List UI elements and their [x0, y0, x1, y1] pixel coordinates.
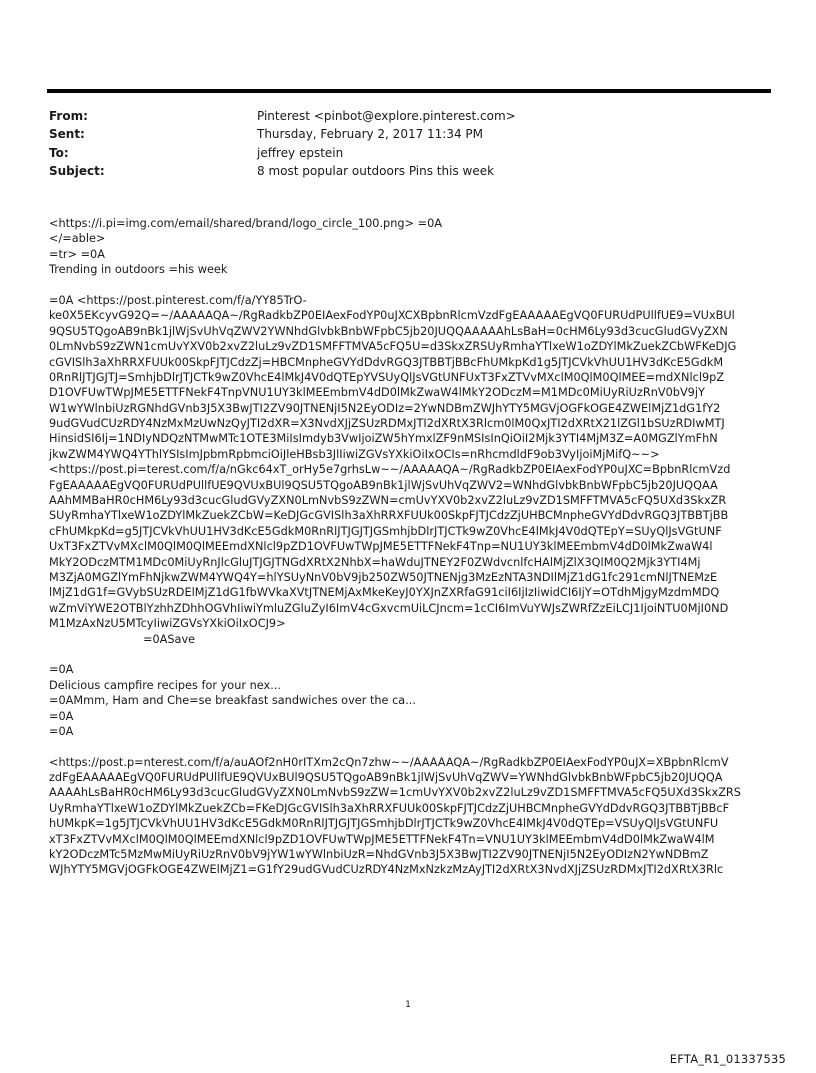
url-line: UxT3FxZTVvMXclM0QlM0QlMEEmdXNlcl9pZD1OVFUwTWpJME5ETTFNekF4Tnp=NU1UY3klMEEmbmV4dD0lMkZwaW4l — [49, 540, 713, 554]
url-block-1 — [49, 293, 771, 632]
url-line: kY2ODczMTc5MzMwMiUyRiUzRnV0bV9jYW1wYWlnbiUzR=NhdGVnb3J5X3BwJTI2ZV90JTNENjI5N2EyODIzN2YwNDBmZ — [49, 848, 709, 862]
from-label: From: — [49, 109, 88, 123]
url-line: 0RnRlJTJGJTJ=SmhjbDlrJTJCTk9wZ0VhcE4lMkJ4V0dQTEpYVSUyQlJsVGtUNFUxT3FxZTVvMXclM0QlM0QlMEE=mdXNlcl9pZ — [49, 370, 725, 384]
url-line: 9udGVudCUzRDY4NzMxMzUwNzQyJTI2dXR=X3NvdXJjZSUzRDMxJTI2dXRtX3Rlcm0lM0QxJTI2dXRtX21lZGl1bSUzRDIwMTJ — [49, 417, 725, 431]
save-line: =0ASave — [143, 632, 196, 646]
url-line: WJhYTY5MGVjOGFkOGE4ZWElMjZ1=G1fY29udGVudCUzRDY4NzMxNzkzMzAyJTI2dXRtX3NvdXJjZSUzRDMxJTI2dXRtX3Rlc — [49, 863, 724, 877]
url-line: xT3FxZTVvMXclM0QlM0QlMEEmdXNlcl9pZD1OVFUwTWpJME5ETTFNekF4Tn=VNU1UY3klMEEmbmV4dD0lMkZwaW4lM — [49, 832, 715, 846]
body-line: =0A — [49, 663, 74, 677]
body-line: =0AMmm, Ham and Che=se breakfast sandwiches over the ca... — [49, 694, 416, 708]
url-line: 0LmNvbS9zZWN1cmUvYXV0b2xvZ2luLz9vZD1SMFFTMVA5cFQ5U=d3SkxZRSUyRmhaYTlxeW1oZDYlMkZuekZCbWFKeDJG — [49, 340, 737, 354]
url-block-2 — [49, 755, 771, 878]
body-line: <https://i.pi=img.com/email/shared/brand/logo_circle_100.png> =0A — [49, 217, 442, 230]
blank-line — [49, 739, 771, 754]
url-line: M1MzAxNzU5MTcyIiwiZGVsYXkiOiIxOCJ9> — [49, 617, 286, 631]
url-line: UyRmhaYTlxeW1oZDYlMkZuekZCb=FKeDJGcGVISlh3aXhRRXFUUk00SkpFJTJCdzZjUHBCMnpheGVYdDdvRGQ3JTBBTjBBcF — [49, 801, 730, 815]
url-line: MkY2ODczMTM1MDc0MiUyRnJlcGluJTJGJTNGdXRtX2NhbX=haWduJTNEY2F0ZWdvcnlfcHAlMjZlX3QlM0Q2Mjk3YTI4Mj — [49, 555, 701, 569]
url-line: D1OVFUwTWpJME5ETTFNekF4TnpVNU1UY3klMEEmbmV4dD0lMkZwaW4lMkY2ODczM=M1MDc0MiUyRiUzRnV0bV9jY — [49, 386, 705, 400]
body-line: =0A — [49, 724, 74, 738]
url-line: =0A <https://post.pinterest.com/f/a/YY85TrO- — [49, 293, 307, 307]
blank-line — [49, 278, 771, 293]
url-line: lMjZ1dG1f=GVybSUzRDElMjZ1dG1fbWVkaXVtJTNEMjAxMkeKeyJ0YXJnZXRfaG91ciI6IjIzIiwidCI6IjY=OTdhMjgyMzdmMDQ — [49, 586, 720, 600]
from-value: Pinterest <pinbot@explore.pinterest.com> — [257, 109, 516, 123]
document-id: EFTA_R1_01337535 — [669, 1052, 786, 1066]
body-line: =0A — [49, 709, 74, 723]
url-line: W1wYWlnbiUzRGNhdGVnb3J5X3BwJTI2ZV90JTNENjI5N2EyODIz=2YwNDBmZWJhYTY5MGVjOGFkOGE4ZWElMjZ1dG1fY2 — [49, 401, 721, 415]
url-line: HinsidSI6Ij=1NDIyNDQzNTMwMTc1OTE3MiIsImdyb3VwIjoiZW5hYmxlZF9nMSIsInQiOiI2Mjk3YTI4MjM3Z=A0MGZlYmFhN — [49, 432, 718, 446]
url-line: wZmViYWE2OTBlYzhhZDhhOGVhIiwiYmluZGluZyI6ImV4cGxvcmUiLCJncm=1cCI6ImVuYWJsZWRfZzEiLCJ1IjoiNTU0MjI0ND — [49, 601, 729, 615]
url-line: M3ZjA0MGZlYmFhNjkwZWM4YWQ4Y=hlYSUyNnV0bV9jb250ZW50JTNENjg3MzEzNTA3NDIlMjZ1dG1fc291cmNlJTNEMzE — [49, 570, 718, 584]
url-line: 9QSU5TQgoAB9nBk1jlWjSvUhVqZWV2YWNhdGlvbkBnbWFpbC5jb20JUQQAAAAAhLsBaH=0cHM6Ly93d3cucGludGVyZXN — [49, 324, 728, 338]
url-line: <https://post.p=nterest.com/f/a/auAOf2nH0rITXm2cQn7zhw~~/AAAAAQA~/RgRadkbZP0EIAexFodYP0uJX=XBpbnRlcmV — [49, 755, 729, 769]
to-label: To: — [49, 146, 69, 160]
sent-value: Thursday, February 2, 2017 11:34 PM — [257, 127, 484, 141]
email-body — [49, 216, 771, 878]
url-line: zdFgEAAAAAEgVQ0FURUdPUllfUE9QVUxBUl9QSU5TQgoAB9nBk1jlWjSvUhVqZWV=YWNhdGlvbkBnbWFpbC5jb20JUQQA — [49, 771, 723, 785]
url-line: hUMkpK=1g5JTJCVkVhUU1HV3dKcE5GdkM0RnRlJTJGJTJGSmhjbDlrJTJCTk9wZ0VhcE4lMkJ4V0dQTEp=VSUyQlJsVGtUNFU — [49, 817, 719, 831]
url-line: ke0X5EKcyvG92Q=~/AAAAAQA~/RgRadkbZP0EIAexFodYP0uJXCXBpbnRlcmVzdFgEAAAAAEgVQ0FURUdPUllfUE9=VUxBUl — [49, 309, 735, 323]
url-line: jkwZWM4YWQ4YThlYSIsImJpbmRpbmciOiJleHBsb3JlIiwiZGVsYXkiOiIxOCIs=nRhcmdldF9ob3VyIjoiMjMifQ~~> — [49, 447, 660, 461]
to-value: jeffrey epstein — [257, 146, 344, 160]
subject-label: Subject: — [49, 164, 105, 178]
url-line: cFhUMkpKd=g5JTJCVkVhUU1HV3dKcE5GdkM0RnRlJTJGJTJGSmhjbDlrJTJCTk9wZ0VhcE4lMkJ4V0dQTEpY=SUyQlJsVGtUNF — [49, 524, 722, 538]
header-rule — [47, 89, 771, 93]
body-line: Trending in outdoors =his week — [49, 263, 228, 277]
body-line: Delicious campfire recipes for your nex... — [49, 678, 281, 692]
url-line: FgEAAAAAEgVQ0FURUdPUllfUE9QVUxBUl9QSU5TQgoAB9nBk1jlWjSvUhVqZWV2=WNhdGlvbkBnbWFpbC5jb20JUQQAA — [49, 478, 718, 492]
blank-line — [49, 647, 771, 662]
page-number: 1 — [405, 1000, 411, 1010]
body-line: =tr> =0A — [49, 247, 105, 261]
url-line: AAhMMBaHR0cHM6Ly93d3cucGludGVyZXN0LmNvbS9zZWN=cmUvYXV0b2xvZ2luLz9vZD1SMFFTMVA5cFQ5UXd3SkxZR — [49, 494, 727, 508]
subject-value: 8 most popular outdoors Pins this week — [257, 164, 495, 178]
url-line: cGVISlh3aXhRRXFUUk00SkpFJTJCdzZj=HBCMnpheGVYdDdvRGQ3JTBBTjBBcFhUMkpKd1g5JTJCVkVhUU1HV3dKcE5GdkM — [49, 355, 724, 369]
url-line: SUyRmhaYTlxeW1oZDYlMkZuekZCbW=KeDJGcGVISlh3aXhRRXFUUk00SkpFJTJCdzZjUHBCMnpheGVYdDdvRGQ3JTBBTjBB — [49, 509, 729, 523]
body-line: </=able> — [49, 232, 106, 246]
url-line: AAAAhLsBaHR0cHM6Ly93d3cucGludGVyZXN0LmNvbS9zZW=1cmUvYXV0b2xvZ2luLz9vZD1SMFFTMVA5cFQ5UXd3SkxZRS — [49, 786, 741, 800]
url-line: <https://post.pi=terest.com/f/a/nGkc64xT_orHy5e7grhsLw~~/AAAAAQA~/RgRadkbZP0EIAexFodYP0uJXC=BpbnRlcmVzd — [49, 463, 731, 477]
sent-label: Sent: — [49, 127, 85, 141]
